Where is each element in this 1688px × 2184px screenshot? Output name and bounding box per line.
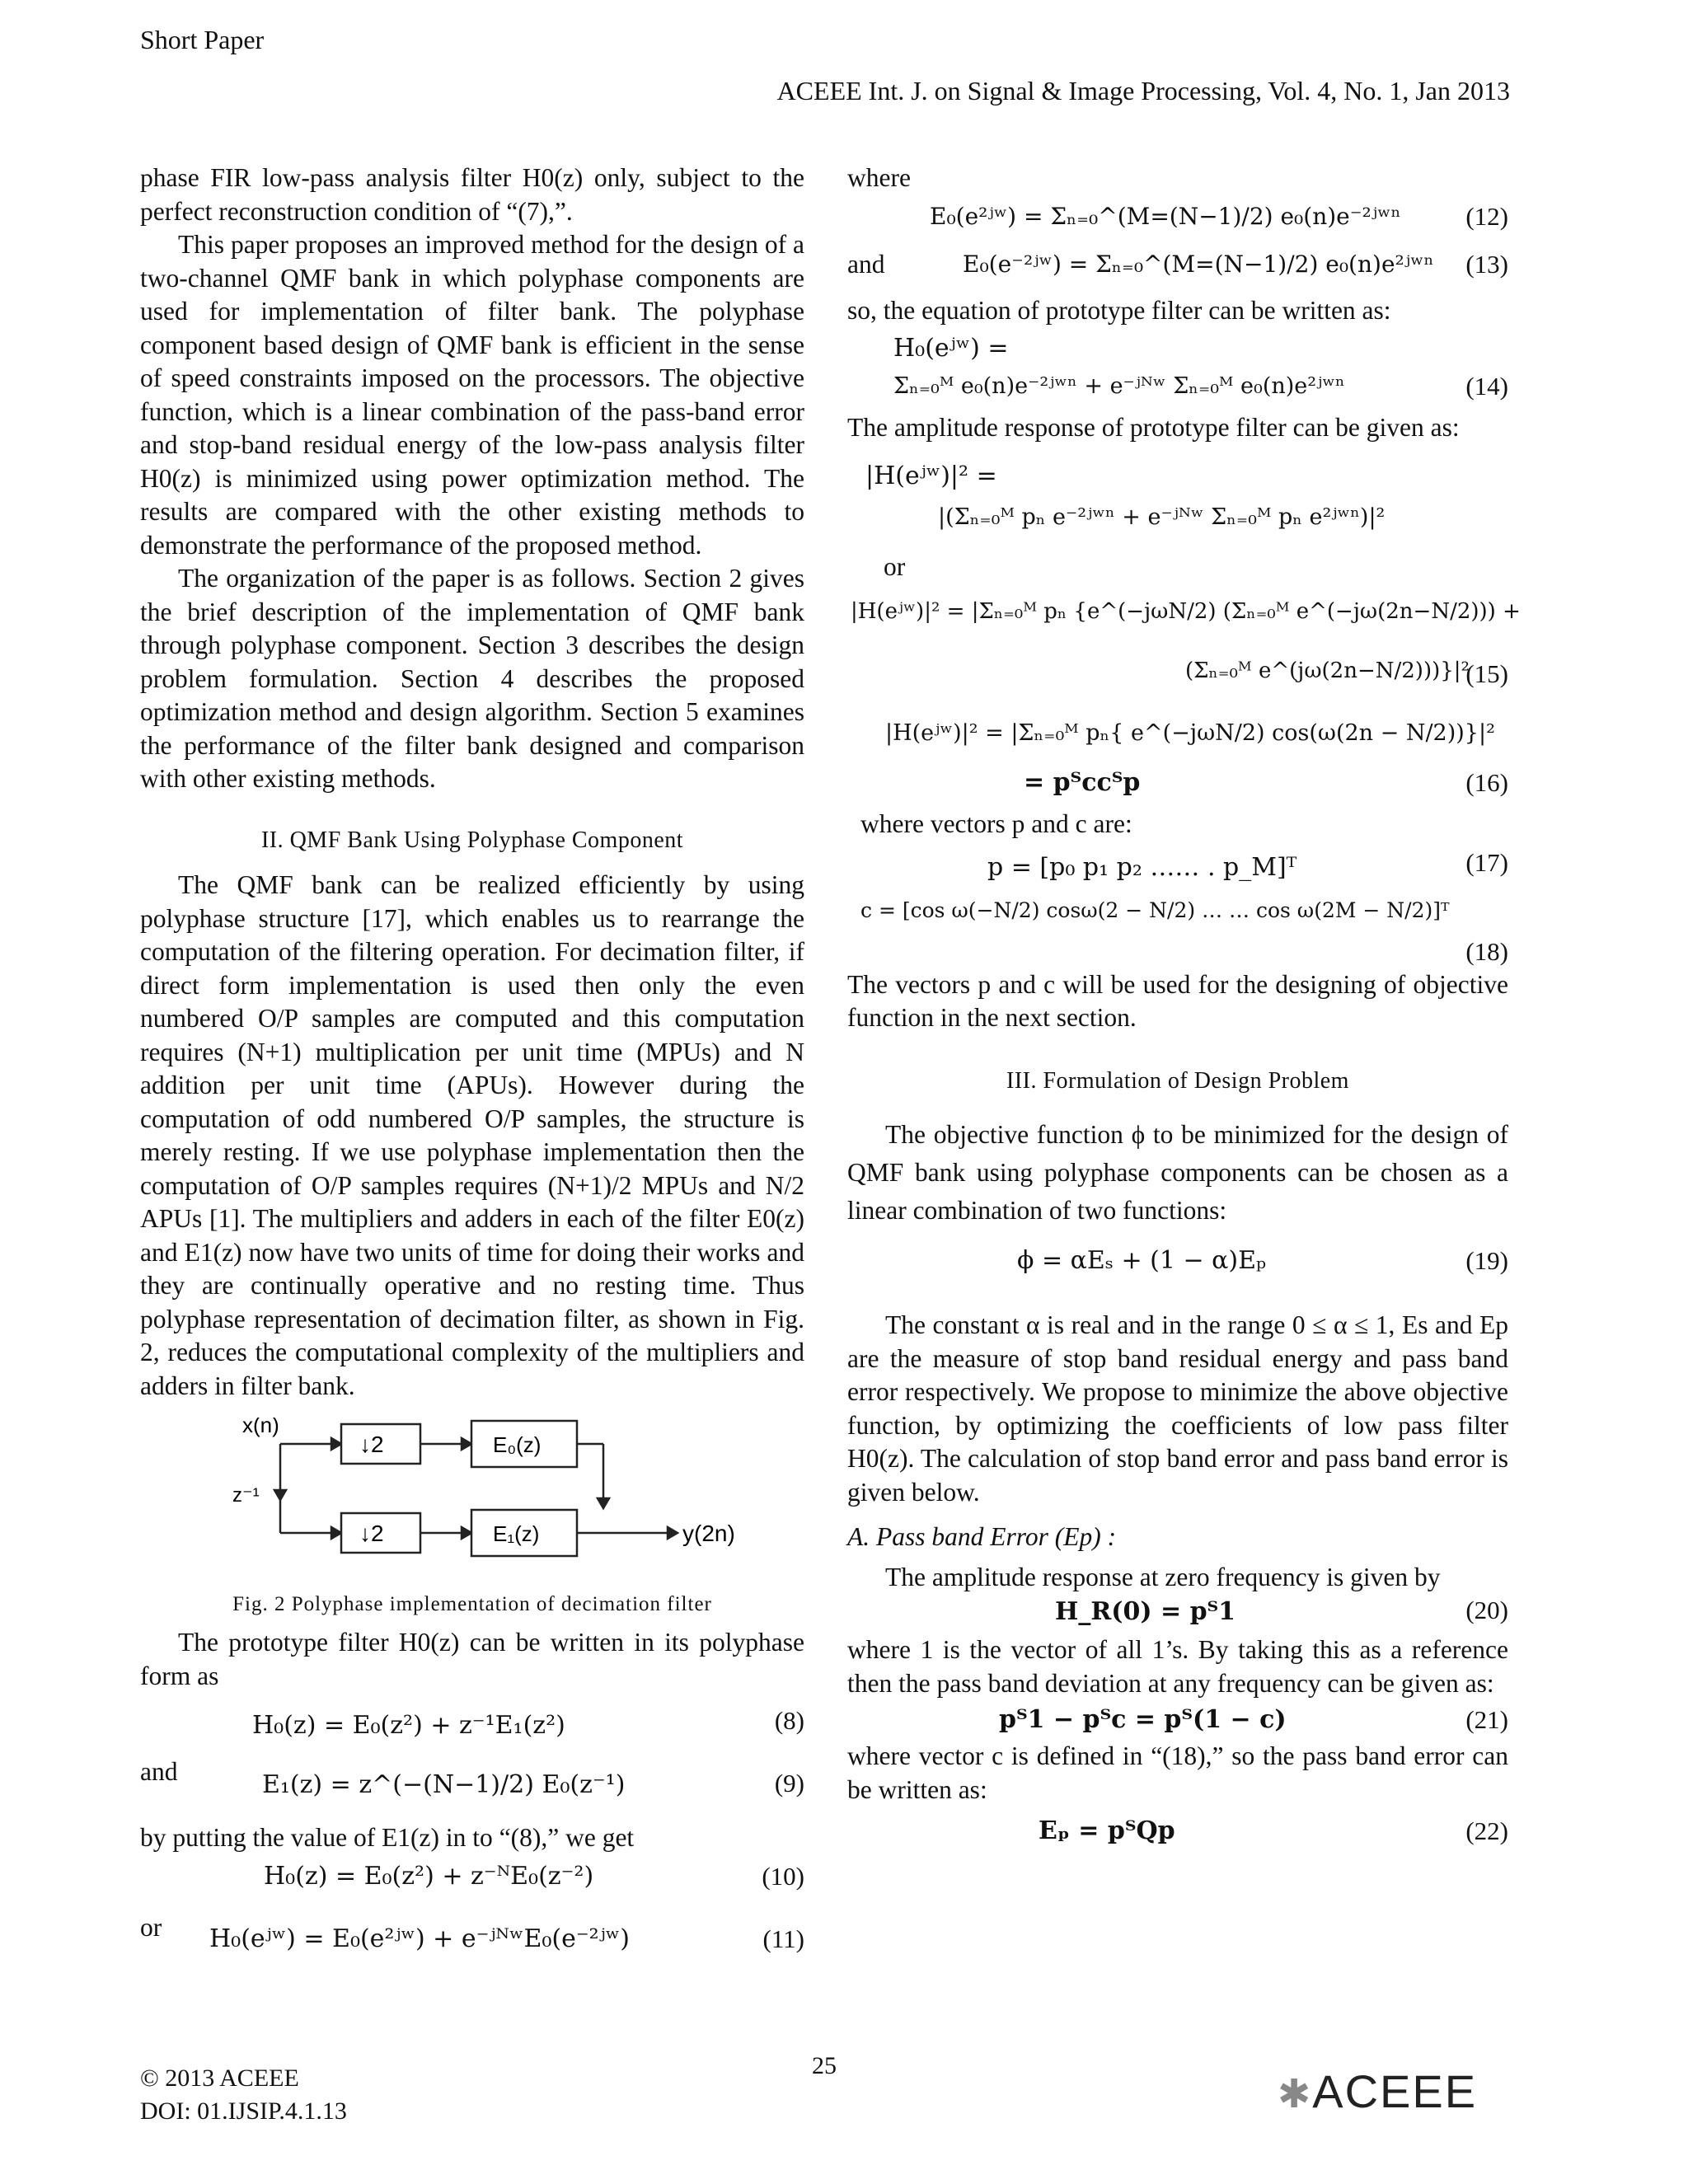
right-column [847, 162, 1521, 1853]
equation-11 [140, 1906, 804, 1964]
equation-number: (17) [1465, 847, 1508, 877]
paragraph: The constant α is real and in the range 0 ≤ α ≤ 1, Es and Ep are the measure of stop band residual energy and pass band error respectively. We propose to minimize the above objective function, by optimizing the coefficients of low pass filter H0(z). The calculation of stop band error and pass band error is given below. [847, 1310, 1508, 1507]
copyright: © 2013 ACEEE [140, 2064, 299, 2092]
equation: H_R(0) = pᵀ1 [1055, 1597, 1236, 1626]
paragraph: phase FIR low-pass analysis filter H0(z) only, subject to the perfect reconstruction condition of “(7),”. [140, 163, 804, 226]
equation-number: (9) [774, 1769, 804, 1797]
equation-number: (16) [1465, 768, 1508, 797]
equation-number: (10) [762, 1861, 804, 1891]
equation-number: (14) [1465, 372, 1508, 401]
equation-15c [847, 583, 1521, 641]
equation: E₀(e⁻²ʲʷ) = Σₙ₌₀^(M=(N−1)/2) e₀(n)e²ʲʷⁿ [963, 250, 1434, 278]
section-heading: II. QMF Bank Using Polyphase Component [260, 827, 684, 853]
equation: |H(eʲʷ)|² = [865, 461, 997, 490]
paragraph: where 1 is the vector of all 1’s. By taking this as a reference then the pass band deviation at any frequency can be given as: [847, 1635, 1508, 1698]
delay-label: z⁻¹ [232, 1484, 260, 1507]
e1-label: E₁(z) [493, 1521, 540, 1546]
paragraph: The organization of the paper is as follows. Section 2 gives the brief description of the implementation of QMF bank through polyphase component. Section 3 describes the design problem formulation. Section 4 describes the proposed optimization method and design algorithm. Section 5 examines the performance of the filter bank designed and comparison with other existing methods. [140, 564, 804, 793]
equation: H₀(eʲʷ) = E₀(e²ʲʷ) + e⁻ʲᴺʷE₀(e⁻²ʲʷ) [209, 1924, 630, 1953]
equation-10 [140, 1855, 804, 1906]
equation: pᵀ1 − pᵀc = pᵀ(1 − c) [999, 1705, 1287, 1734]
equation: (Σₙ₌₀ᴹ e^(jω(2n−N/2)))}|² [1185, 658, 1470, 683]
e0-label: E₀(z) [493, 1432, 542, 1457]
equation-19 [847, 1230, 1508, 1299]
paragraph: The prototype filter H0(z) can be written in its polyphase form as [140, 1628, 804, 1690]
paragraph: The QMF bank can be realized efficiently by using polyphase structure [17], which enables us to rearrange the computation of the filtering operation. For decimation filter, if direct form implementation is used then only the even numbered O/P samples are computed and this computation requires (N+1) multiplication per unit time (MPUs) and N addition per unit time (APUs). However during the computation of odd numbered O/P samples, the structure is merely resting. If we use polyphase implementation then the computation of O/P samples requires (N+1)/2 MPUs and N/2 APUs [1]. The multipliers and adders in each of the filter E0(z) and E1(z) now have two units of time for doing their works and they are continually operative and no resting time. Thus polyphase representation of decimation filter, as shown in Fig. 2, reduces the computational complexity of the multipliers and adders in filter bank. [140, 870, 804, 1400]
equation-16a [847, 704, 1508, 762]
running-head-left: Short Paper [140, 25, 265, 54]
equation-number: (15) [1465, 659, 1508, 688]
star-icon: ✱ [1278, 2073, 1313, 2116]
figure-2 [140, 1418, 804, 1621]
equation: |H(eʲʷ)|² = |Σₙ₌₀ᴹ pₙ{ e^(−jωN/2) cos(ω(2n − N/2))}|² [885, 720, 1495, 746]
paragraph: The amplitude response of prototype filter can be given as: [847, 413, 1460, 442]
equation-15b [847, 496, 1508, 551]
downsample-label: ↓2 [359, 1432, 384, 1457]
equation-8 [140, 1693, 804, 1750]
equation-13 [847, 243, 1508, 294]
equation-18-number [847, 935, 1508, 968]
publisher-logo [1278, 2064, 1477, 2118]
equation-18 [847, 889, 1508, 935]
equation-number: (13) [1465, 249, 1508, 279]
equation: = pᵀccᵀp [1024, 768, 1141, 797]
equation: p = [p₀ p₁ p₂ …… . p_M]ᵀ [987, 852, 1297, 882]
equation-number: (12) [1465, 201, 1508, 231]
page-number: 25 [812, 2052, 837, 2079]
polyphase-diagram [140, 1418, 804, 1574]
equation-17 [847, 841, 1508, 889]
equation: E₁(z) = z^(−(N−1)/2) E₀(z⁻¹) [262, 1770, 626, 1799]
paragraph: The amplitude response at zero frequency is given by [885, 1562, 1441, 1591]
subsection-heading: A. Pass band Error (Ep) : [847, 1522, 1117, 1551]
equation: H₀(z) = E₀(z²) + z⁻ᴺE₀(z⁻²) [264, 1861, 594, 1891]
equation: H₀(eʲʷ) = [893, 334, 1009, 363]
running-head-right: ACEEE Int. J. on Signal & Image Processing, Vol. 4, No. 1, Jan 2013 [776, 76, 1510, 105]
downsample-label: ↓2 [359, 1521, 384, 1546]
equation-9 [140, 1750, 804, 1821]
equation-number: (11) [762, 1924, 804, 1953]
input-label: x(n) [242, 1418, 279, 1437]
equation-number: (19) [1465, 1246, 1508, 1275]
doi: DOI: 01.IJSIP.4.1.13 [140, 2097, 347, 2125]
figure-caption: Fig. 2 Polyphase implementation of decimation filter [232, 1592, 712, 1615]
equation: H₀(z) = E₀(z²) + z⁻¹E₁(z²) [252, 1711, 565, 1740]
equation-15d [847, 641, 1508, 704]
output-label: y(2n) [682, 1521, 735, 1546]
equation-22 [847, 1807, 1508, 1853]
paragraph: This paper proposes an improved method for the design of a two-channel QMF bank in which polyphase components are used for implementation of filter bank. The polyphase component based design of QMF bank is efficient in the sense of speed constraints imposed on the processors. The objective function, which is a linear combination of the pass-band error and stop-band residual energy of the low-pass analysis filter H0(z) is minimized using power optimization method. The results are compared with the other existing methods to demonstrate the performance of the proposed method. [140, 230, 804, 560]
paragraph: The objective function ϕ to be minimized for the design of QMF bank using polyphase components can be chosen as a linear combination of two functions: [847, 1120, 1508, 1225]
left-column [140, 162, 804, 1964]
equation: |(Σₙ₌₀ᴹ pₙ e⁻²ʲʷⁿ + e⁻ʲᴺʷ Σₙ₌₀ᴹ pₙ e²ʲʷⁿ)|² [938, 504, 1386, 530]
equation-14-line1 [847, 327, 1508, 365]
paragraph: by putting the value of E1(z) in to “(8),” we get [140, 1823, 635, 1852]
equation: |H(eʲʷ)|² = |Σₙ₌₀ᴹ pₙ {e^(−jωN/2) (Σₙ₌₀ᴹ e^(−jω(2n−N/2))) + [851, 599, 1521, 624]
equation: c = [cos ω(−N/2) cosω(2 − N/2) … … cos ω(2M − N/2)]ᵀ [860, 898, 1450, 922]
equation-14-line2 [847, 365, 1508, 411]
equation-number: (21) [1465, 1705, 1508, 1734]
connector-text: or [884, 551, 906, 581]
equation-number: (20) [1465, 1596, 1508, 1624]
equation: Σₙ₌₀ᴹ e₀(n)e⁻²ʲʷⁿ + e⁻ʲᴺʷ Σₙ₌₀ᴹ e₀(n)e²ʲʷⁿ [893, 373, 1345, 399]
equation-15a [847, 455, 1508, 496]
paragraph: so, the equation of prototype filter can be written as: [847, 295, 1391, 325]
equation-number: (18) [1465, 936, 1508, 966]
equation: E₀(e²ʲʷ) = Σₙ₌₀^(M=(N−1)/2) e₀(n)e⁻²ʲʷⁿ [930, 202, 1401, 230]
equation-number: (22) [1465, 1816, 1508, 1845]
equation-12 [847, 195, 1508, 243]
equation-21 [847, 1700, 1508, 1740]
equation: ϕ = αEₛ + (1 − α)Eₚ [1017, 1246, 1266, 1275]
equation-16b [847, 762, 1508, 808]
connector-text: and [847, 249, 885, 279]
connector-text: or [140, 1912, 162, 1942]
paragraph: where vectors p and c are: [860, 809, 1132, 838]
logo-text: ACEEE [1312, 2065, 1478, 2117]
connector-text: where [847, 163, 911, 192]
equation-20 [847, 1594, 1508, 1633]
section-heading: III. Formulation of Design Problem [1006, 1067, 1349, 1094]
paragraph: where vector c is defined in “(18),” so the pass band error can be written as: [847, 1741, 1508, 1804]
equation: Eₚ = pᵀQp [1039, 1816, 1175, 1845]
paragraph: The vectors p and c will be used for the designing of objective function in the next section. [847, 969, 1508, 1032]
equation-number: (8) [774, 1706, 804, 1735]
connector-text: and [140, 1757, 178, 1786]
